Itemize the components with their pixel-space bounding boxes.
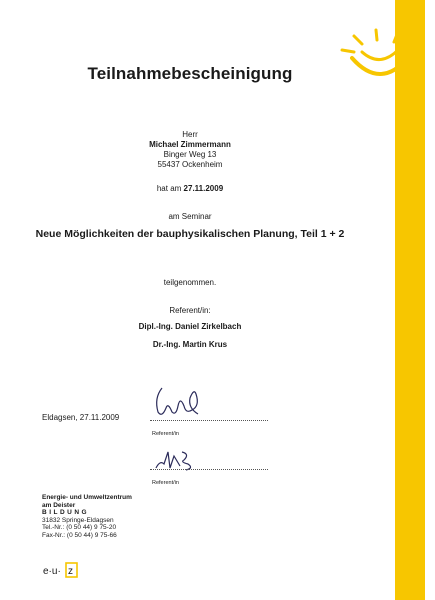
issuer-department: BILDUNG (42, 509, 90, 517)
issuer-phone: Tel.-Nr.: (0 50 44) 9 75-20 (42, 524, 117, 532)
signature-label-2: Referent/in (152, 480, 179, 486)
svg-text:z: z (68, 566, 73, 577)
issuer-location: am Deister (42, 501, 76, 509)
recipient-name: Michael Zimmermann (149, 140, 231, 149)
referent-name-2: Dr.-Ing. Martin Krus (152, 340, 228, 349)
issuer-address (42, 494, 132, 540)
date-prefix: hat am (156, 184, 182, 193)
recipient-street: Binger Weg 13 (163, 150, 217, 159)
signature-line-2 (150, 469, 268, 470)
issuer-name: Energie- und Umweltzentrum (42, 494, 132, 501)
place-and-date: Eldagsen, 27.11.2009 (42, 413, 120, 422)
signature-icon (150, 384, 210, 420)
signature-label-1: Referent/in (152, 431, 179, 437)
referent-name-1: Dipl.-Ing. Daniel Zirkelbach (138, 322, 242, 331)
seminar-title: Neue Möglichkeiten der bauphysikalischen Planung, Teil 1 + 2 (35, 228, 345, 240)
participated-text: teilgenommen. (163, 278, 217, 287)
recipient-city: 55437 Ockenheim (157, 160, 223, 169)
date-value: 27.11.2009 (183, 184, 224, 193)
yellow-side-stripe (395, 0, 425, 600)
date-line (0, 184, 380, 194)
referent-heading: Referent/in: (169, 306, 211, 315)
signature-line-1 (150, 420, 268, 421)
am-seminar-label: am Seminar (168, 212, 212, 221)
issuer-fax: Fax-Nr.: (0 50 44) 9 75-66 (42, 531, 117, 539)
svg-text:e·u·: e·u· (43, 566, 61, 577)
euz-logo-icon (42, 562, 78, 578)
recipient-salutation: Herr (182, 130, 198, 139)
document-title: Teilnahmebescheinigung (87, 64, 293, 83)
issuer-city: 31832 Springe-Eldagsen (42, 516, 114, 524)
